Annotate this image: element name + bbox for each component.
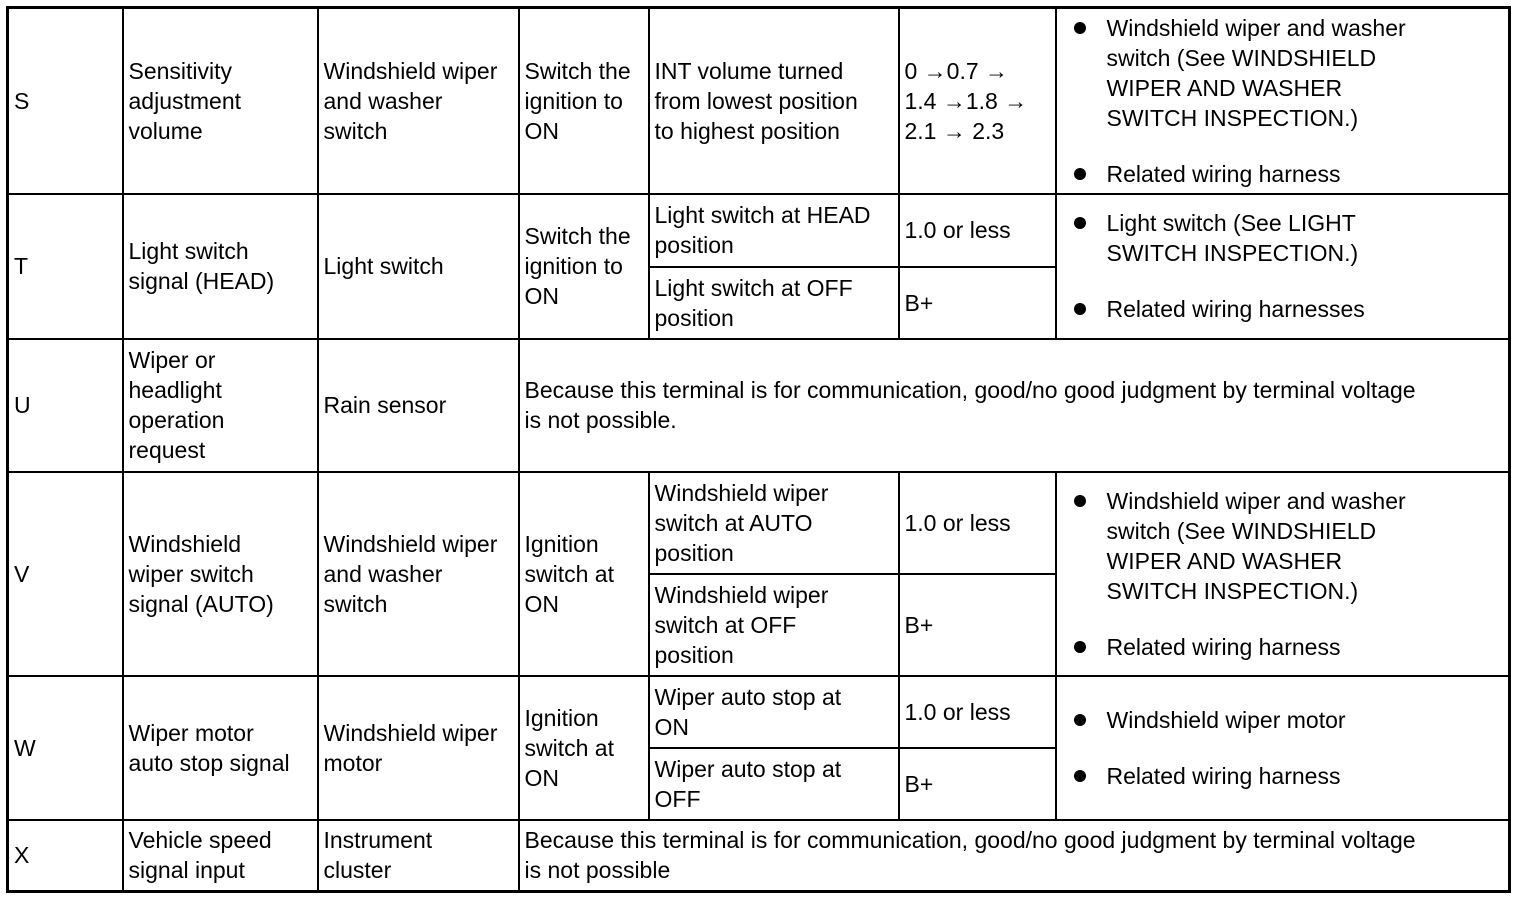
terminal-cell: S xyxy=(8,8,123,194)
table-body xyxy=(8,8,1510,892)
check-item-text: Related wiring harness xyxy=(1106,160,1341,187)
inspection-checklist xyxy=(1062,705,1504,791)
bullet-icon xyxy=(1074,495,1086,507)
terminal-voltage-table xyxy=(6,6,1511,893)
check-item-text: Related wiring harness xyxy=(1106,762,1341,789)
terminal-cell: T xyxy=(8,194,123,339)
signal-description-cell: Wiper motor auto stop signal xyxy=(123,676,318,820)
related-unit-cell: Windshield wiper and washer switch xyxy=(318,8,519,194)
voltage-cell: B+ xyxy=(899,574,1056,676)
check-item xyxy=(1107,705,1504,735)
operating-state-cell: Wiper auto stop at OFF xyxy=(649,748,899,820)
signal-description-cell: Vehicle speed signal input xyxy=(123,820,318,892)
operating-state-cell: Windshield wiper switch at AUTO position xyxy=(649,472,899,574)
check-item-text: Light switch (See LIGHT SWITCH INSPECTION.) xyxy=(1106,210,1359,266)
signal-description-cell: Light switch signal (HEAD) xyxy=(123,194,318,339)
voltage-cell: 1.0 or less xyxy=(899,676,1056,748)
terminal-cell: U xyxy=(8,339,123,472)
related-unit-cell: Light switch xyxy=(318,194,519,339)
bullet-icon xyxy=(1074,714,1086,726)
bullet-icon xyxy=(1074,303,1086,315)
bullet-icon xyxy=(1074,168,1086,180)
related-unit-cell: Windshield wiper motor xyxy=(318,676,519,820)
bullet-icon xyxy=(1074,641,1086,653)
operating-state-cell: INT volume turned from lowest position to highest position xyxy=(649,8,899,194)
test-condition-cell: Switch the ignition to ON xyxy=(519,8,649,194)
bullet-icon xyxy=(1074,217,1086,229)
operating-state-cell: Light switch at HEAD position xyxy=(649,194,899,267)
check-item xyxy=(1107,208,1504,268)
inspection-checks-cell xyxy=(1056,472,1510,676)
signal-description-cell: Wiper or headlight operation request xyxy=(123,339,318,472)
table-row-u xyxy=(8,339,1510,472)
check-item-text: Windshield wiper and washer switch (See WINDSHIELD WIPER AND WASHER SWITCH INSPECTION.) xyxy=(1106,487,1406,604)
check-item xyxy=(1107,294,1504,324)
check-item-text: Related wiring harnesses xyxy=(1106,296,1365,322)
test-condition-cell: Ignition switch at ON xyxy=(519,676,649,820)
terminal-cell: V xyxy=(8,472,123,676)
test-condition-cell: Switch the ignition to ON xyxy=(519,194,649,339)
related-unit-cell: Instrument cluster xyxy=(318,820,519,892)
check-item xyxy=(1107,159,1504,189)
operating-state-cell: Light switch at OFF position xyxy=(649,267,899,339)
operating-state-cell: Windshield wiper switch at OFF position xyxy=(649,574,899,676)
check-item xyxy=(1107,761,1504,791)
table-row-v xyxy=(8,472,1510,574)
related-unit-cell: Windshield wiper and washer switch xyxy=(318,472,519,676)
voltage-cell: B+ xyxy=(899,748,1056,820)
check-item-text: Windshield wiper motor xyxy=(1106,706,1346,733)
voltage-cell: B+ xyxy=(899,267,1056,339)
inspection-checks-cell xyxy=(1056,8,1510,194)
signal-description-cell: Sensitivity adjustment volume xyxy=(123,8,318,194)
inspection-checks-cell xyxy=(1056,676,1510,820)
operating-state-cell: Wiper auto stop at ON xyxy=(649,676,899,748)
table-row-t xyxy=(8,194,1510,267)
inspection-checklist xyxy=(1062,486,1504,662)
check-item-text: Related wiring harness xyxy=(1106,633,1341,660)
voltage-cell: 0 →0.7 → 1.4 →1.8 → 2.1 → 2.3 xyxy=(899,8,1056,194)
communication-note-cell: Because this terminal is for communication, good/no good judgment by terminal voltage is not possible xyxy=(519,820,1510,892)
signal-description-cell: Windshield wiper switch signal (AUTO) xyxy=(123,472,318,676)
check-item xyxy=(1107,13,1504,133)
bullet-icon xyxy=(1074,22,1086,34)
check-item-text: Windshield wiper and washer switch (See WINDSHIELD WIPER AND WASHER SWITCH INSPECTION.) xyxy=(1106,14,1406,131)
terminal-cell: X xyxy=(8,820,123,892)
inspection-checks-cell xyxy=(1056,194,1510,339)
voltage-cell: 1.0 or less xyxy=(899,472,1056,574)
check-item xyxy=(1107,632,1504,662)
test-condition-cell: Ignition switch at ON xyxy=(519,472,649,676)
table-row-s xyxy=(8,8,1510,194)
check-item xyxy=(1107,486,1504,606)
bullet-icon xyxy=(1074,770,1086,782)
inspection-checklist xyxy=(1062,208,1504,324)
related-unit-cell: Rain sensor xyxy=(318,339,519,472)
terminal-cell: W xyxy=(8,676,123,820)
table-row-x xyxy=(8,820,1510,892)
communication-note-cell: Because this terminal is for communication, good/no good judgment by terminal voltage is not possible. xyxy=(519,339,1510,472)
voltage-cell: 1.0 or less xyxy=(899,194,1056,267)
table-row-w xyxy=(8,676,1510,748)
inspection-checklist xyxy=(1062,13,1504,189)
